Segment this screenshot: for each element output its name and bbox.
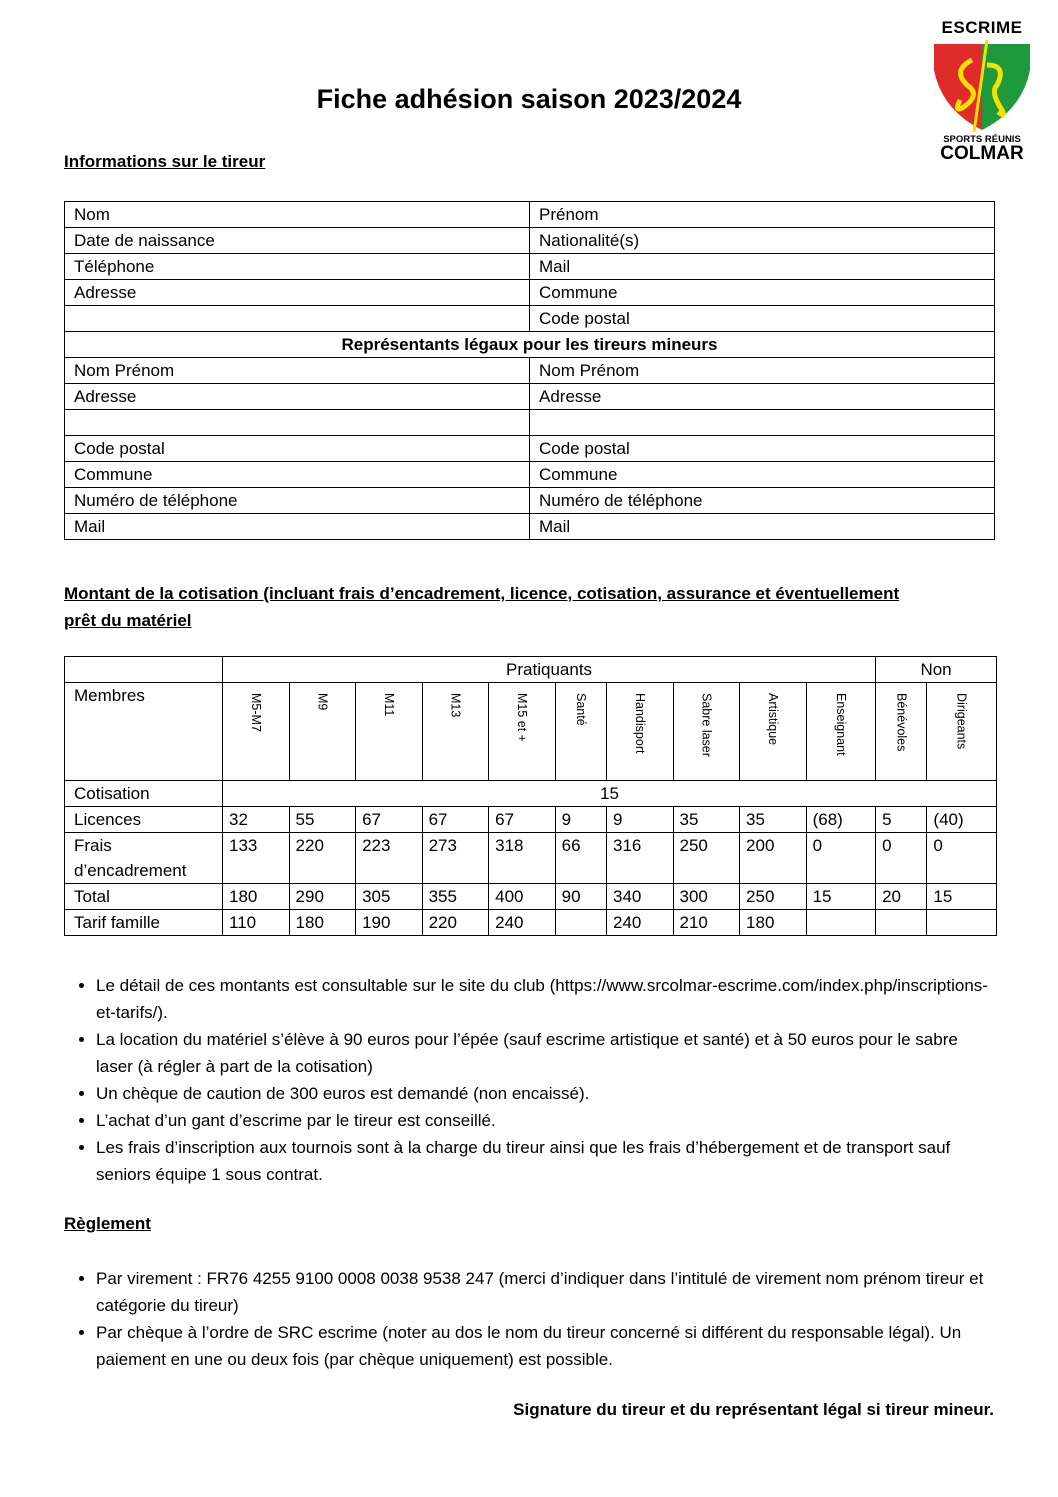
legal-field[interactable]: Numéro de téléphone bbox=[530, 488, 995, 514]
table-cell: 110 bbox=[223, 910, 290, 936]
cotisation-table bbox=[64, 656, 997, 936]
legal-field[interactable]: Nom Prénom bbox=[530, 358, 995, 384]
legal-row bbox=[65, 436, 995, 462]
column-header-row bbox=[65, 683, 997, 781]
cotisation-heading-line1: Montant de la cotisation (incluant frais d’encadrement, licence, cotisation, assurance et éventuellement bbox=[64, 584, 900, 603]
column-header-label: Handisport bbox=[632, 693, 647, 754]
table-row bbox=[65, 910, 997, 936]
legal-row bbox=[65, 384, 995, 410]
column-header-label: M5-M7 bbox=[248, 693, 263, 732]
legal-field[interactable] bbox=[65, 410, 530, 436]
table-cell: 340 bbox=[606, 884, 673, 910]
column-header-label: M15 et + bbox=[514, 693, 529, 742]
legal-heading-row bbox=[65, 332, 995, 358]
table-cell: 355 bbox=[422, 884, 489, 910]
notes-list bbox=[64, 972, 996, 1188]
table-row bbox=[65, 884, 997, 910]
logo-colmar: COLMAR bbox=[940, 143, 1024, 164]
info-field[interactable]: Code postal bbox=[530, 306, 995, 332]
legal-field[interactable]: Numéro de téléphone bbox=[65, 488, 530, 514]
table-cell: 9 bbox=[555, 807, 606, 833]
table-cell: (68) bbox=[806, 807, 876, 833]
group-non: Non bbox=[876, 657, 997, 683]
info-field[interactable]: Nationalité(s) bbox=[530, 228, 995, 254]
legal-field[interactable]: Commune bbox=[65, 462, 530, 488]
table-cell: 67 bbox=[489, 807, 556, 833]
table-cell: 67 bbox=[422, 807, 489, 833]
cotisation-value: 15 bbox=[223, 781, 997, 807]
column-header-label: M11 bbox=[381, 693, 396, 717]
reglement-item: • Par chèque à l’ordre de SRC escrime (noter au dos le nom du tireur concerné si différent du responsable légal). Un paiement en une ou deux fois (par chèque uniquement) est possible. bbox=[96, 1319, 996, 1373]
section-heading-tireur: Informations sur le tireur bbox=[64, 152, 266, 171]
reglement-item: • Par virement : FR76 4255 9100 0008 0038 9538 247 (merci d’indiquer dans l’intitulé de virement nom prénom tireur et catégorie du tireur) bbox=[96, 1265, 996, 1319]
column-header bbox=[223, 683, 290, 781]
column-header-label: Santé bbox=[573, 693, 588, 726]
column-header-label: M13 bbox=[448, 693, 463, 718]
legal-heading: Représentants légaux pour les tireurs mineurs bbox=[65, 332, 995, 358]
table-cell: 273 bbox=[422, 833, 489, 884]
info-row bbox=[65, 280, 995, 306]
table-cell: 190 bbox=[356, 910, 423, 936]
group-pratiquants: Pratiquants bbox=[223, 657, 876, 683]
table-cell: 240 bbox=[606, 910, 673, 936]
column-header bbox=[927, 683, 997, 781]
cotisation-row bbox=[65, 781, 997, 807]
row-label: Licences bbox=[65, 807, 223, 833]
column-header bbox=[876, 683, 927, 781]
table-cell: 316 bbox=[606, 833, 673, 884]
cotisation-heading-line2: prêt du matériel bbox=[64, 611, 192, 630]
column-header-label: M9 bbox=[315, 693, 330, 711]
info-field[interactable]: Prénom bbox=[530, 202, 995, 228]
legal-row bbox=[65, 488, 995, 514]
column-header-label: Dirigeants bbox=[954, 693, 969, 750]
table-cell: 5 bbox=[876, 807, 927, 833]
table-cell: 55 bbox=[289, 807, 356, 833]
column-header bbox=[356, 683, 423, 781]
table-cell: 67 bbox=[356, 807, 423, 833]
logo-sports-reunis: SPORTS RÉUNIS bbox=[943, 134, 1021, 145]
table-cell: 220 bbox=[289, 833, 356, 884]
note-item: • L’achat d’un gant d’escrime par le tireur est conseillé. bbox=[96, 1107, 996, 1134]
legal-field[interactable]: Mail bbox=[530, 514, 995, 540]
legal-field[interactable] bbox=[530, 410, 995, 436]
section-heading-cotisation bbox=[64, 580, 899, 634]
legal-field[interactable]: Nom Prénom bbox=[65, 358, 530, 384]
table-cell bbox=[806, 910, 876, 936]
table-cell: 180 bbox=[740, 910, 807, 936]
info-row bbox=[65, 254, 995, 280]
table-cell: 305 bbox=[356, 884, 423, 910]
row-label: Tarif famille bbox=[65, 910, 223, 936]
group-header-row bbox=[65, 657, 997, 683]
legal-field[interactable]: Commune bbox=[530, 462, 995, 488]
table-cell: 400 bbox=[489, 884, 556, 910]
row-label: Total bbox=[65, 884, 223, 910]
signature-line: Signature du tireur et du représentant légal si tireur mineur. bbox=[513, 1400, 994, 1419]
legal-row bbox=[65, 462, 995, 488]
table-cell: 9 bbox=[606, 807, 673, 833]
table-cell: 220 bbox=[422, 910, 489, 936]
table-cell: 35 bbox=[740, 807, 807, 833]
table-row bbox=[65, 807, 997, 833]
table-cell: 0 bbox=[806, 833, 876, 884]
column-header-label: Enseignant bbox=[833, 693, 848, 756]
info-field[interactable]: Nom bbox=[65, 202, 530, 228]
table-cell: 20 bbox=[876, 884, 927, 910]
table-cell: 32 bbox=[223, 807, 290, 833]
table-cell: 200 bbox=[740, 833, 807, 884]
table-cell: 0 bbox=[876, 833, 927, 884]
legal-row bbox=[65, 410, 995, 436]
reglement-list bbox=[64, 1265, 996, 1373]
column-header bbox=[606, 683, 673, 781]
column-header bbox=[740, 683, 807, 781]
column-header bbox=[422, 683, 489, 781]
table-cell: 250 bbox=[740, 884, 807, 910]
legal-row bbox=[65, 358, 995, 384]
table-cell: 90 bbox=[555, 884, 606, 910]
table-cell: 15 bbox=[927, 884, 997, 910]
column-header-label: Bénévoles bbox=[894, 693, 909, 752]
column-header bbox=[806, 683, 876, 781]
legal-field[interactable]: Mail bbox=[65, 514, 530, 540]
info-field[interactable]: Date de naissance bbox=[65, 228, 530, 254]
column-header bbox=[555, 683, 606, 781]
table-cell: 318 bbox=[489, 833, 556, 884]
table-cell: 133 bbox=[223, 833, 290, 884]
table-row bbox=[65, 833, 997, 884]
info-field[interactable]: Commune bbox=[530, 280, 995, 306]
tireur-info-table bbox=[64, 201, 995, 540]
column-header-label: Sabre laser bbox=[699, 693, 714, 757]
note-item: • La location du matériel s’élève à 90 euros pour l’épée (sauf escrime artistique et santé) et à 50 euros pour le sabre laser (à régler à part de la cotisation) bbox=[96, 1026, 996, 1080]
note-item: • Le détail de ces montants est consultable sur le site du club (https://www.srcolmar-escrime.com/index.php/inscriptions-et-tarifs/). bbox=[96, 972, 996, 1026]
table-cell: 290 bbox=[289, 884, 356, 910]
info-field[interactable] bbox=[65, 306, 530, 332]
legal-field[interactable]: Code postal bbox=[65, 436, 530, 462]
column-header bbox=[489, 683, 556, 781]
table-cell bbox=[876, 910, 927, 936]
legal-field[interactable]: Adresse bbox=[530, 384, 995, 410]
table-cell: 15 bbox=[806, 884, 876, 910]
legal-field[interactable]: Code postal bbox=[530, 436, 995, 462]
empty-cell bbox=[65, 657, 223, 683]
table-cell: 210 bbox=[673, 910, 740, 936]
note-item: • Un chèque de caution de 300 euros est demandé (non encaissé). bbox=[96, 1080, 996, 1107]
column-header bbox=[673, 683, 740, 781]
row-label: Cotisation bbox=[65, 781, 223, 807]
table-cell: 240 bbox=[489, 910, 556, 936]
info-field[interactable]: Mail bbox=[530, 254, 995, 280]
table-cell: 0 bbox=[927, 833, 997, 884]
page-title: Fiche adhésion saison 2023/2024 bbox=[316, 84, 742, 114]
table-cell: 180 bbox=[223, 884, 290, 910]
table-cell: 300 bbox=[673, 884, 740, 910]
table-cell bbox=[927, 910, 997, 936]
table-cell: 35 bbox=[673, 807, 740, 833]
info-row bbox=[65, 228, 995, 254]
table-cell bbox=[555, 910, 606, 936]
table-cell: 223 bbox=[356, 833, 423, 884]
section-heading-reglement: Règlement bbox=[64, 1214, 151, 1233]
table-cell: 180 bbox=[289, 910, 356, 936]
logo-escrime-text: ESCRIME bbox=[941, 18, 1023, 37]
info-field[interactable]: Adresse bbox=[65, 280, 530, 306]
row-label: Frais d’encadrement bbox=[65, 833, 223, 884]
column-header-label: Artistique bbox=[765, 693, 780, 746]
info-row bbox=[65, 202, 995, 228]
column-header bbox=[289, 683, 356, 781]
info-field[interactable]: Téléphone bbox=[65, 254, 530, 280]
members-label: Membres bbox=[65, 683, 223, 781]
table-cell: 250 bbox=[673, 833, 740, 884]
legal-row bbox=[65, 514, 995, 540]
note-item: • Les frais d’inscription aux tournois sont à la charge du tireur ainsi que les frais d’hébergement et de transport sauf seniors équipe 1 sous contrat. bbox=[96, 1134, 996, 1188]
legal-field[interactable]: Adresse bbox=[65, 384, 530, 410]
info-row bbox=[65, 306, 995, 332]
table-cell: 66 bbox=[555, 833, 606, 884]
table-cell: (40) bbox=[927, 807, 997, 833]
